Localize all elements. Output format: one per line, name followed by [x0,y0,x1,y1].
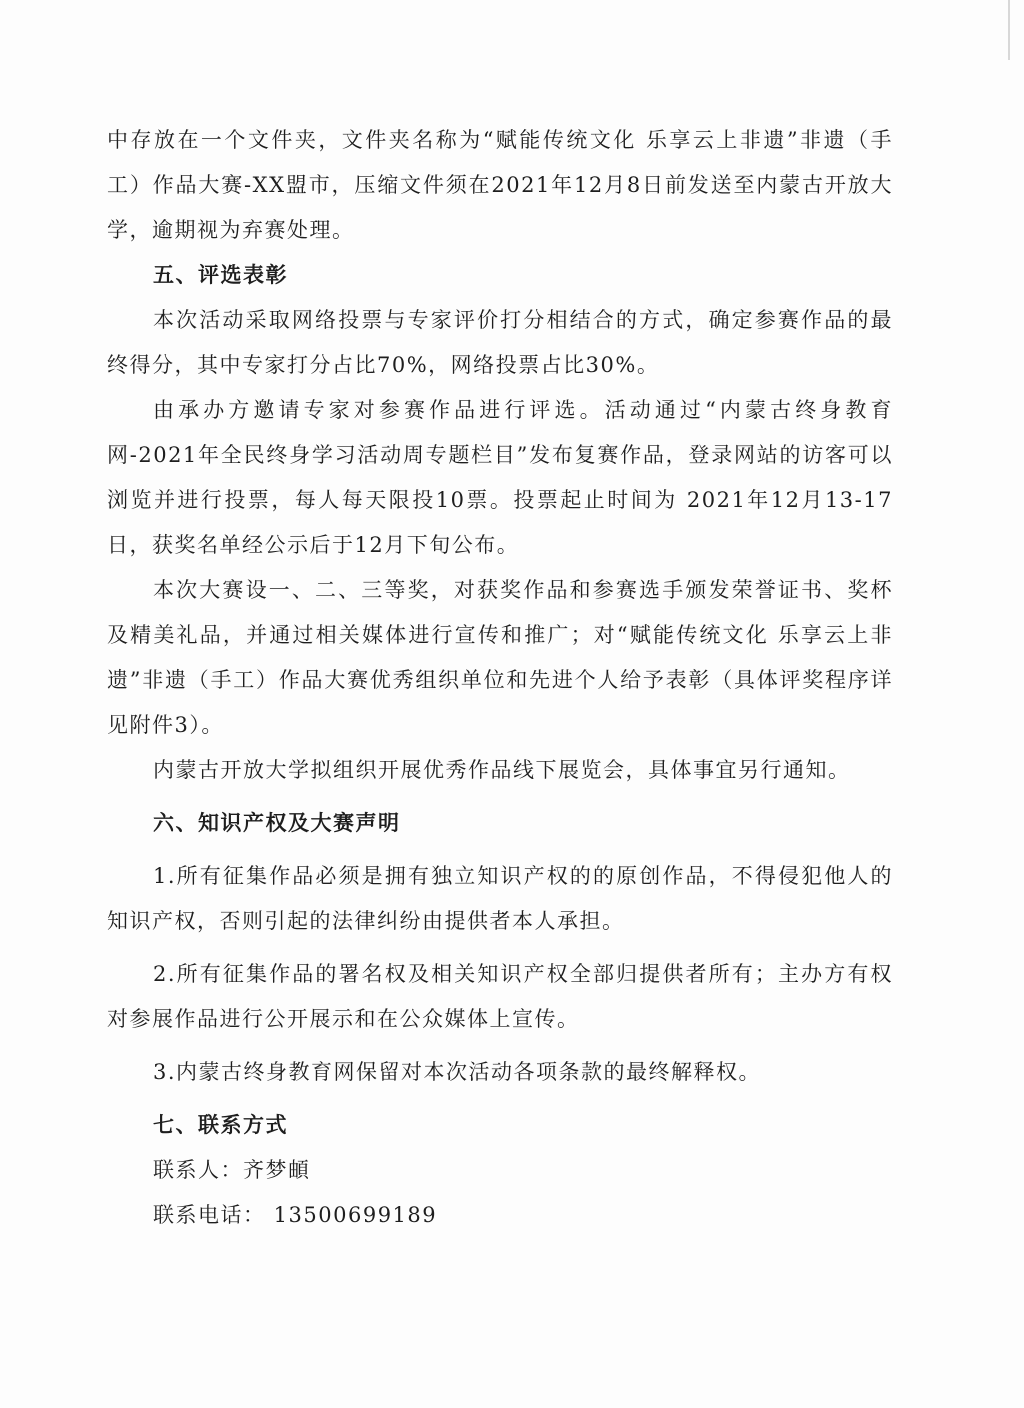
intro-paragraph: 中存放在一个文件夹，文件夹名称为“赋能传统文化 乐享云上非遗”非遗（手工）作品大赛-XX盟市，压缩文件须在2021年12月8日前发送至内蒙古开放大学，逾期视为弃赛处理。 [107,128,893,242]
contact-phone: 联系电话： 13500699189 [153,1203,438,1227]
document-body [107,118,893,1238]
section-5-paragraph-3: 本次大赛设一、二、三等奖，对获奖作品和参赛选手颁发荣誉证书、奖杯及精美礼品，并通过相关媒体进行宣传和推广；对“赋能传统文化 乐享云上非遗”非遗（手工）作品大赛优秀组织单位和先进个人给予表彰（具体评奖程序详见附件3）。 [107,578,893,737]
section-6-paragraph-1: 1.所有征集作品必须是拥有独立知识产权的的原创作品，不得侵犯他人的知识产权，否则引起的法律纠纷由提供者本人承担。 [107,864,893,933]
section-6-paragraph-2: 2.所有征集作品的署名权及相关知识产权全部归提供者所有；主办方有权对参展作品进行公开展示和在公众媒体上宣传。 [107,962,893,1031]
contact-person: 联系人：齐梦頔 [153,1158,311,1182]
scan-edge-mark [1008,0,1010,60]
section-5-paragraph-1: 本次活动采取网络投票与专家评价打分相结合的方式，确定参赛作品的最终得分，其中专家打分占比70%，网络投票占比30%。 [107,308,893,377]
section-6-paragraph-3: 3.内蒙古终身教育网保留对本次活动各项条款的最终解释权。 [153,1060,762,1084]
section-6-heading: 六、知识产权及大赛声明 [153,811,401,835]
section-5-paragraph-2: 由承办方邀请专家对参赛作品进行评选。活动通过“内蒙古终身教育网-2021年全民终身学习活动周专题栏目”发布复赛作品，登录网站的访客可以浏览并进行投票，每人每天限投10票。投票起止时间为 2021年12月13-17日，获奖名单经公示后于12月下旬公布。 [107,398,893,557]
section-5-paragraph-4: 内蒙古开放大学拟组织开展优秀作品线下展览会，具体事宜另行通知。 [153,758,851,782]
section-7-heading: 七、联系方式 [153,1113,288,1137]
section-5-heading: 五、评选表彰 [153,263,288,287]
